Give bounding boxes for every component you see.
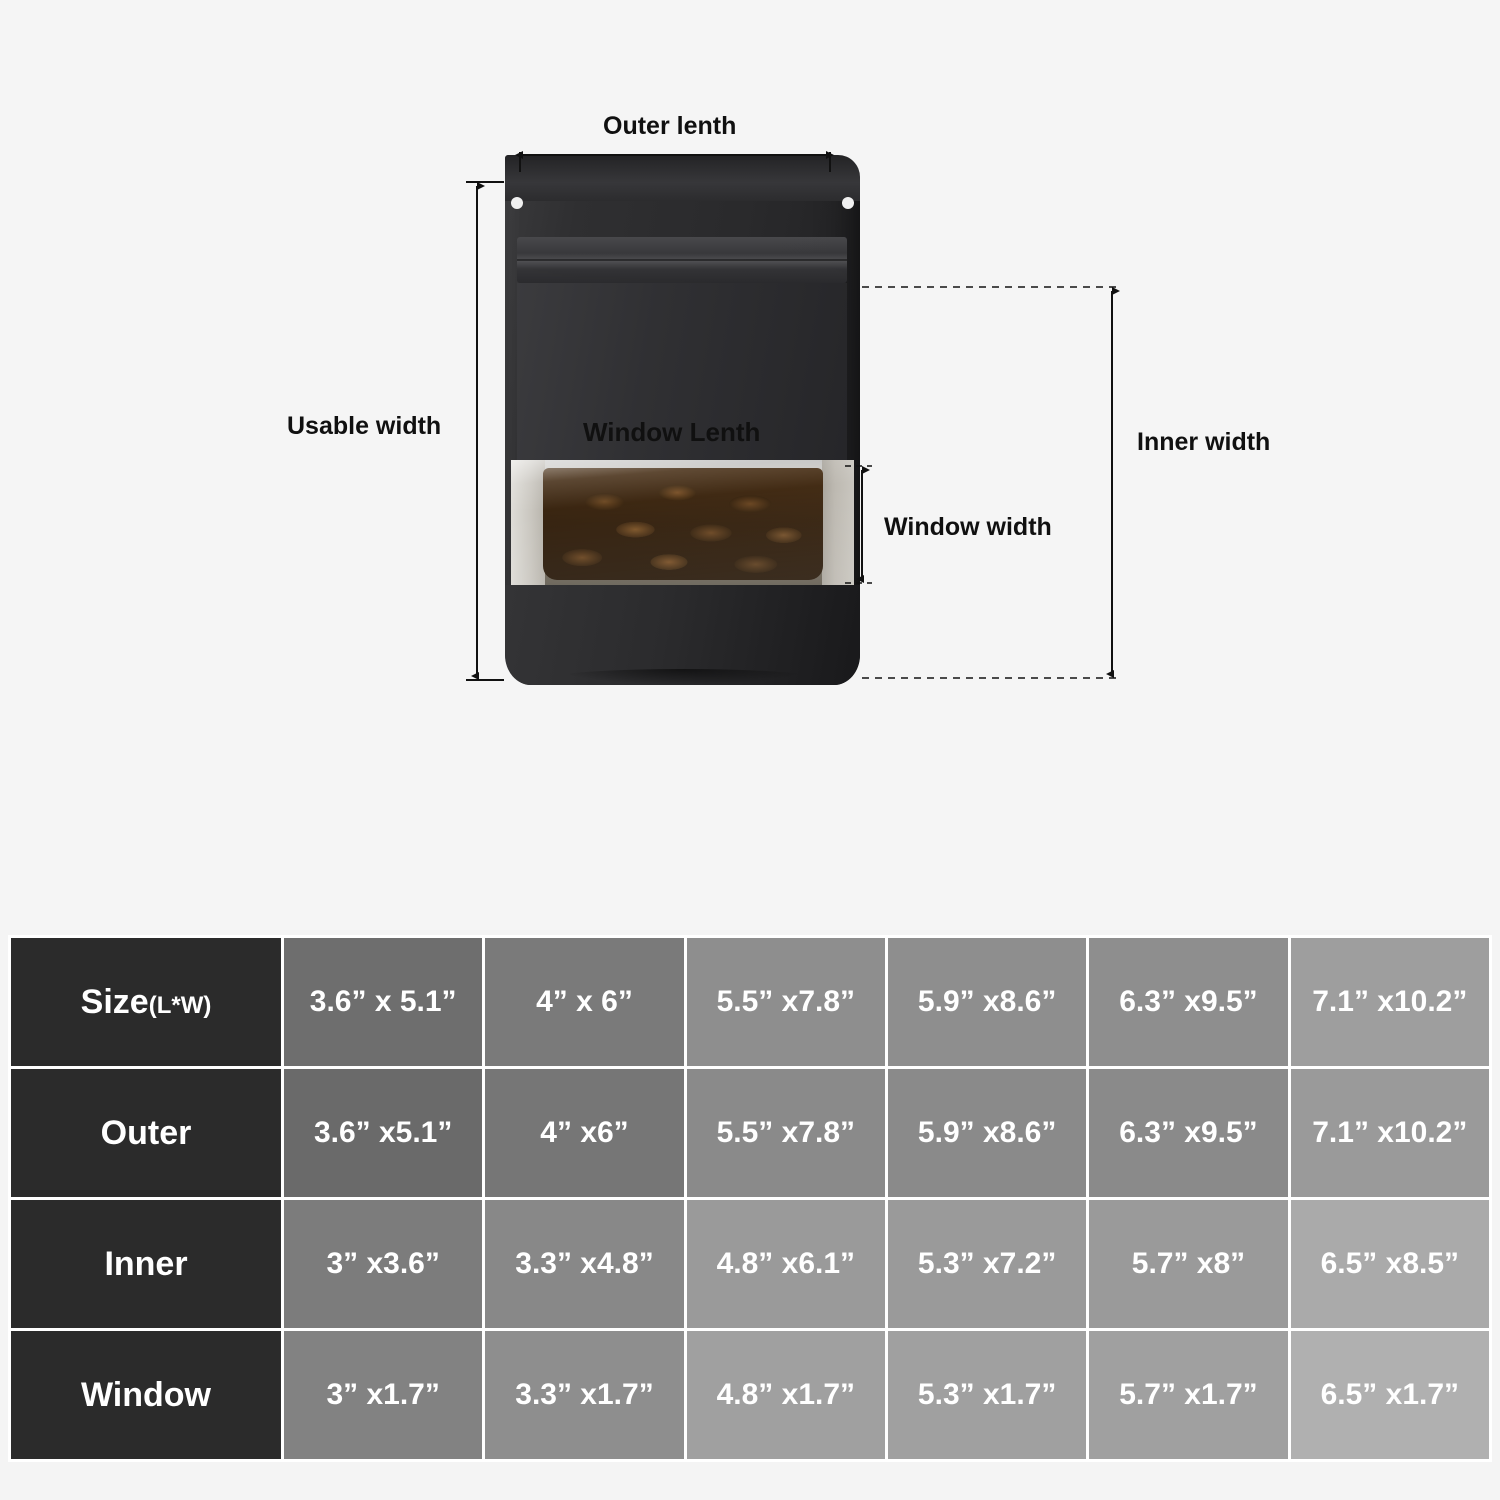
window-gusset-left <box>511 460 545 585</box>
cell-inner-3: 4.8” x6.1” <box>687 1200 885 1328</box>
table-row <box>11 1331 1489 1459</box>
cell-size-3: 5.5” x7.8” <box>687 938 885 1066</box>
row-header-outer: Outer <box>11 1069 281 1197</box>
pouch-clear-window <box>511 460 854 585</box>
cell-window-4: 5.3” x1.7” <box>888 1331 1086 1459</box>
cell-inner-6: 6.5” x8.5” <box>1291 1200 1489 1328</box>
label-usable-width: Usable width <box>287 412 442 440</box>
cell-size-4: 5.9” x8.6” <box>888 938 1086 1066</box>
cell-window-2: 3.3” x1.7” <box>485 1331 683 1459</box>
cell-inner-4: 5.3” x7.2” <box>888 1200 1086 1328</box>
row-header-size-label: Size <box>80 982 149 1021</box>
tear-notch-left-icon <box>511 197 523 209</box>
size-spec-table <box>8 935 1492 1462</box>
cell-window-5: 5.7” x1.7” <box>1089 1331 1287 1459</box>
pouch-bottom-gusset <box>505 585 860 685</box>
cell-outer-6: 7.1” x10.2” <box>1291 1069 1489 1197</box>
cell-window-3: 4.8” x1.7” <box>687 1331 885 1459</box>
cell-outer-5: 6.3” x9.5” <box>1089 1069 1287 1197</box>
window-gusset-right <box>822 460 854 585</box>
cell-size-1: 3.6” x 5.1” <box>284 938 482 1066</box>
cell-window-1: 3” x1.7” <box>284 1331 482 1459</box>
cell-inner-1: 3” x3.6” <box>284 1200 482 1328</box>
cell-outer-2: 4” x6” <box>485 1069 683 1197</box>
cell-outer-1: 3.6” x5.1” <box>284 1069 482 1197</box>
tear-notch-right-icon <box>842 197 854 209</box>
table-row <box>11 1200 1489 1328</box>
row-header-size <box>11 938 281 1066</box>
label-inner-width: Inner width <box>1137 428 1271 456</box>
label-window-width: Window width <box>884 513 1052 541</box>
zipper-seal <box>517 237 847 283</box>
sunflower-seeds-fill <box>543 468 823 580</box>
label-outer-length: Outer lenth <box>603 112 737 140</box>
cell-size-2: 4” x 6” <box>485 938 683 1066</box>
cell-size-5: 6.3” x9.5” <box>1089 938 1287 1066</box>
cell-outer-3: 5.5” x7.8” <box>687 1069 885 1197</box>
cell-outer-4: 5.9” x8.6” <box>888 1069 1086 1197</box>
label-window-length: Window Lenth <box>583 417 761 447</box>
table-row <box>11 1069 1489 1197</box>
cell-size-6: 7.1” x10.2” <box>1291 938 1489 1066</box>
cell-inner-2: 3.3” x4.8” <box>485 1200 683 1328</box>
cell-inner-5: 5.7” x8” <box>1089 1200 1287 1328</box>
pouch-top-seal <box>505 155 860 201</box>
row-header-inner: Inner <box>11 1200 281 1328</box>
table-row <box>11 938 1489 1066</box>
row-header-size-sub: (L*W) <box>148 991 212 1019</box>
row-header-window: Window <box>11 1331 281 1459</box>
cell-window-6: 6.5” x1.7” <box>1291 1331 1489 1459</box>
